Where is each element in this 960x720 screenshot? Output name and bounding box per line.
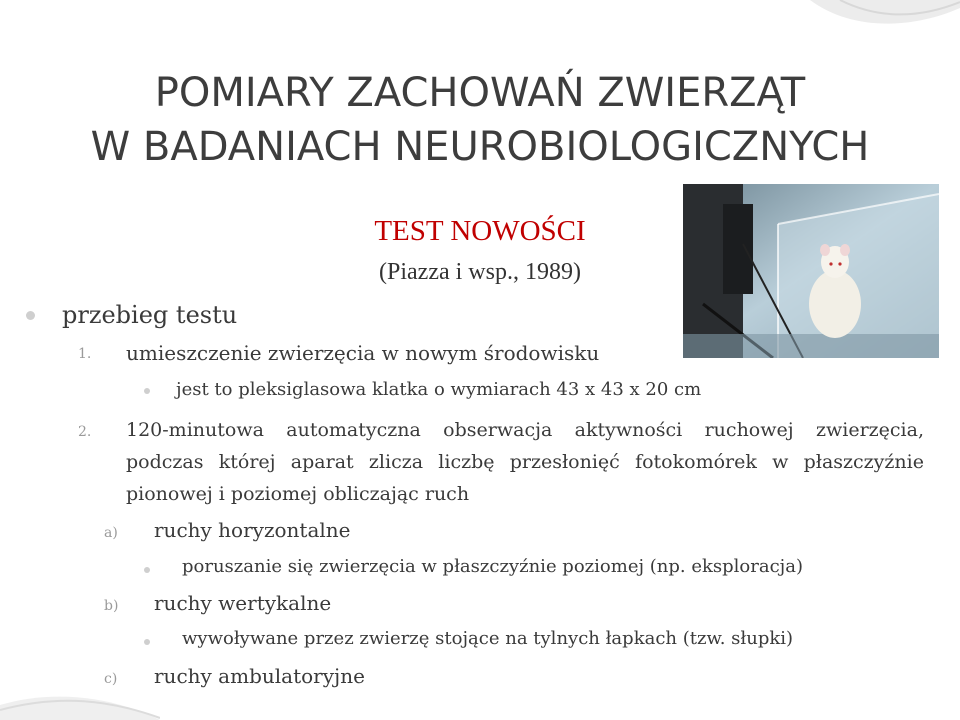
citation: (Piazza i wsp., 1989) — [379, 259, 581, 285]
bullet-dot — [26, 311, 35, 320]
marker-a: a) — [104, 525, 118, 541]
corner-decoration-top-right — [810, 0, 960, 45]
title-line-1: POMIARY ZACHOWAŃ ZWIERZĄT — [154, 70, 806, 116]
bullet-dot — [144, 639, 150, 645]
item-a-label: ruchy horyzontalne — [154, 518, 351, 542]
marker-c: c) — [104, 671, 118, 687]
corner-decoration-bottom-left — [0, 680, 160, 720]
slide-title — [0, 66, 960, 174]
step-1-text: umieszczenie zwierzęcia w nowym środowisku — [126, 341, 600, 365]
marker-b: b) — [104, 598, 119, 614]
item-a-detail: poruszanie się zwierzęcia w płaszczyźnie poziomej (np. eksploracja) — [182, 556, 804, 577]
item-b-detail: wywoływane przez zwierzę stojące na tylnych łapkach (tzw. słupki) — [182, 628, 794, 649]
item-c-label: ruchy ambulatoryjne — [154, 664, 365, 688]
heading-przebieg-testu: przebieg testu — [62, 301, 238, 329]
slide-subtitle: TEST NOWOŚCI — [374, 215, 586, 247]
item-b-label: ruchy wertykalne — [154, 591, 332, 615]
bullet-dot — [144, 567, 150, 573]
step-2-text: 120-minutowa automatyczna obserwacja aktywności ruchowej zwierzęcia, podczas której aparat zlicza liczbę przesłonięć fotokomórek w płaszczyźnie pionowej i poziomej obliczając ruch — [126, 419, 924, 505]
rat-cage-photo — [683, 184, 939, 358]
step-1-sub: jest to pleksiglasowa klatka o wymiarach 43 x 43 x 20 cm — [176, 379, 702, 400]
bullet-dot — [144, 388, 150, 394]
step-number-1: 1. — [78, 346, 92, 362]
title-line-2: W BADANIACH NEUROBIOLOGICZNYCH — [90, 124, 870, 170]
step-number-2: 2. — [78, 424, 92, 440]
